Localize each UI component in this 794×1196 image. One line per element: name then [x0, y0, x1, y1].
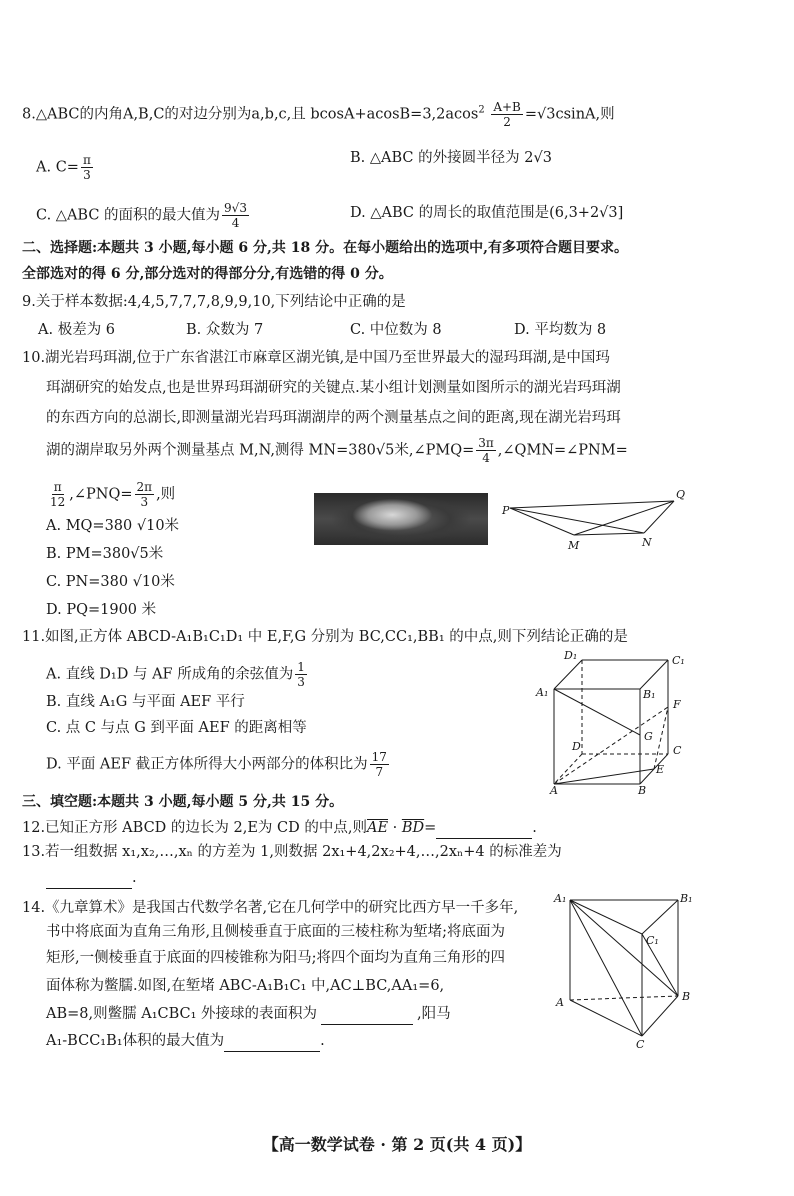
- q10-option-c: C. PN=380 √10米: [46, 574, 175, 590]
- q14-answer-blank-2[interactable]: [224, 1031, 320, 1052]
- q10-option-b: B. PM=380√5米: [46, 546, 164, 562]
- q8-option-b: B. △ABC 的外接圆半径为 2√3: [350, 150, 552, 166]
- prism-label-a1: A₁: [554, 892, 567, 905]
- q12-stem-text-2: =: [424, 820, 437, 836]
- q10-line-4: [46, 436, 628, 465]
- q10-option-a: A. MQ=380 √10米: [46, 518, 180, 534]
- q14-line-5-text: AB=8,则鳖臑 A₁CBC₁ 外接球的表面积为: [46, 1006, 318, 1022]
- q8-option-c-fraction: [222, 201, 249, 230]
- q10-label-p: P: [502, 504, 510, 517]
- q10-line-4-text-2: ,∠QMN=∠PNM=: [497, 442, 628, 459]
- q12-stem-text: 12.已知正方形 ABCD 的边长为 2,E为 CD 的中点,则: [22, 820, 367, 836]
- q8-stem-sup: 2: [478, 104, 485, 116]
- prism-label-c: C: [636, 1038, 645, 1050]
- cube-label-e: E: [656, 763, 665, 776]
- q8-option-c-text: C. △ABC 的面积的最大值为: [36, 207, 221, 224]
- lake-photo: [314, 493, 488, 545]
- q11-option-d-fraction: [370, 750, 389, 779]
- cube-label-a1: A₁: [536, 686, 549, 699]
- q8-option-c: [36, 201, 251, 230]
- q10-option-d: D. PQ=1900 米: [46, 602, 157, 618]
- cube-label-d: D: [572, 740, 581, 753]
- q14-line-6-end: .: [320, 1033, 325, 1049]
- q8-stem-text-2: =√3csinA,则: [524, 106, 615, 123]
- q8-a-num: π: [82, 153, 91, 167]
- cube-label-f: F: [673, 698, 681, 711]
- q10-l4-den: 4: [482, 451, 490, 465]
- q13-answer-line: [46, 868, 137, 889]
- q9-option-b: B. 众数为 7: [186, 322, 264, 338]
- q11-option-d-text: D. 平面 AEF 截正方体所得大小两部分的体积比为: [46, 756, 368, 773]
- q14-line-6-text: A₁-BCC₁B₁体积的最大值为: [46, 1033, 225, 1049]
- q12-dot: ·: [388, 820, 402, 836]
- q11-d-den: 7: [375, 765, 384, 779]
- q10-label-n: N: [642, 536, 652, 549]
- q10-line-3: 的东西方向的总湖长,即测量湖光岩玛珥湖湖岸的两个测量基点之间的距离,现在湖光岩玛珥: [46, 410, 621, 426]
- q8-a-den: 3: [83, 168, 91, 182]
- q8-option-a-text: A. C=: [36, 159, 79, 176]
- q10-line-4-fraction: [476, 436, 496, 465]
- q11-option-a: [46, 660, 309, 689]
- cube-label-c: C: [673, 744, 682, 757]
- q10-line-5-text: ,∠PNQ=: [69, 486, 133, 503]
- cube-label-d1: D₁: [564, 649, 578, 662]
- q8-c-den: 4: [231, 216, 240, 230]
- q11-d-num: 17: [371, 750, 387, 764]
- q11-option-a-text: A. 直线 D₁D 与 AF 所成角的余弦值为: [46, 666, 294, 683]
- cube-label-g: G: [644, 730, 653, 743]
- q10-l5-den1: 12: [50, 495, 66, 509]
- q13-end: .: [132, 870, 137, 886]
- q8-option-a-fraction: [81, 153, 93, 182]
- q10-line-5-fraction-1: [48, 480, 67, 509]
- q10-line-1: 10.湖光岩玛珥湖,位于广东省湛江市麻章区湖光镇,是中国乃至世界最大的湿玛珥湖,是中国玛: [22, 350, 610, 366]
- cube-label-b1: B₁: [643, 688, 656, 701]
- q10-line-2: 珥湖研究的始发点,也是世界玛珥湖研究的关键点.某小组计划测量如图所示的湖光岩玛珥湖: [46, 380, 621, 396]
- q8-option-d: D. △ABC 的周长的取值范围是(6,3+2√3]: [350, 205, 624, 221]
- q8-stem-text: 8.△ABC的内角A,B,C的对边分别为a,b,c,且 bcosA+acosB=3,2acos: [22, 106, 479, 123]
- q9-stem: 9.关于样本数据:4,4,5,7,7,7,8,9,9,10,下列结论中正确的是: [22, 294, 406, 310]
- q12-vector-bd: $\overline{BD}$: [401, 820, 425, 836]
- q10-line-5: [46, 480, 175, 509]
- cube-label-c1: C₁: [672, 654, 685, 667]
- q13-stem: 13.若一组数据 x₁,x₂,…,xₙ 的方差为 1,则数据 2x₁+4,2x₂+4,…,2xₙ+4 的标准差为: [22, 844, 562, 860]
- q8-stem-fraction: [491, 100, 523, 129]
- q11-option-b: B. 直线 A₁G 与平面 AEF 平行: [46, 694, 245, 710]
- q14-line-1: 14.《九章算术》是我国古代数学名著,它在几何学中的研究比西方早一千多年,: [22, 900, 519, 916]
- q11-a-den: 3: [297, 675, 305, 689]
- q10-figure: [496, 488, 692, 552]
- q10-line-5-fraction-2: [135, 480, 155, 509]
- cube-figure: [534, 646, 690, 794]
- prism-label-c1: C₁: [646, 934, 659, 947]
- prism-label-b1: B₁: [680, 892, 693, 905]
- q11-option-d: [46, 750, 391, 779]
- section2-heading: 二、选择题:本题共 3 小题,每小题 6 分,共 18 分。在每小题给出的选项中,有多项符合题目要求。: [22, 240, 628, 256]
- prism-label-b: B: [682, 990, 691, 1003]
- q14-line-2: 书中将底面为直角三角形,且侧棱垂直于底面的三棱柱称为堑堵;将底面为: [46, 924, 505, 940]
- q10-l5-num2: 2π: [136, 480, 153, 494]
- q8-c-num: 9√3: [224, 201, 247, 215]
- q9-option-a: A. 极差为 6: [38, 322, 116, 338]
- q9-option-d: D. 平均数为 8: [514, 322, 607, 338]
- q14-line-6: [46, 1031, 325, 1052]
- q10-line-4-text: 湖的湖岸取另外两个测量基点 M,N,测得 MN=380√5米,∠PMQ=: [46, 442, 475, 459]
- cube-label-a: A: [550, 784, 558, 794]
- section3-heading: 三、填空题:本题共 3 小题,每小题 5 分,共 15 分。: [22, 794, 344, 810]
- q13-answer-blank[interactable]: [46, 868, 132, 889]
- section2-heading-2: 全部选对的得 6 分,部分选对的得部分分,有选错的得 0 分。: [22, 266, 393, 282]
- q9-option-c: C. 中位数为 8: [350, 322, 442, 338]
- prism-label-a: A: [556, 996, 564, 1009]
- q12-stem: [22, 818, 537, 839]
- q8-stem: [22, 100, 615, 129]
- q14-line-3: 矩形,一侧棱垂直于底面的四棱锥称为阳马;将四个面均为直角三角形的四: [46, 950, 505, 966]
- q12-answer-blank[interactable]: [436, 818, 532, 839]
- q12-vector-ae: $\overline{AE}$: [366, 820, 389, 836]
- q11-a-num: 1: [297, 660, 305, 674]
- q10-label-m: M: [568, 539, 580, 552]
- q12-end: .: [532, 820, 537, 836]
- q11-option-a-fraction: [295, 660, 307, 689]
- q8-frac-num: A+B: [493, 100, 521, 114]
- q8-option-a: [36, 153, 95, 182]
- page-footer: 【高一数学试卷 · 第 2 页(共 4 页)】: [262, 1135, 532, 1154]
- q10-label-q: Q: [676, 488, 686, 501]
- q14-line-5-text-2: ,阳马: [417, 1006, 451, 1022]
- q10-l5-num1: π: [53, 480, 62, 494]
- q10-line-5-text-2: ,则: [156, 486, 176, 503]
- q11-option-c: C. 点 C 与点 G 到平面 AEF 的距离相等: [46, 720, 307, 736]
- prism-figure: [550, 888, 700, 1050]
- cube-label-b: B: [638, 784, 647, 794]
- q14-line-5: [46, 1004, 451, 1025]
- q8-frac-den: 2: [503, 115, 511, 129]
- q10-l4-num: 3π: [478, 436, 494, 450]
- q11-stem: 11.如图,正方体 ABCD-A₁B₁C₁D₁ 中 E,F,G 分别为 BC,CC₁,BB₁ 的中点,则下列结论正确的是: [22, 629, 628, 645]
- q14-line-4: 面体称为鳖臑.如图,在堑堵 ABC-A₁B₁C₁ 中,AC⊥BC,AA₁=6,: [46, 978, 445, 994]
- q10-l5-den2: 3: [140, 495, 149, 509]
- q14-answer-blank-1[interactable]: [321, 1004, 413, 1025]
